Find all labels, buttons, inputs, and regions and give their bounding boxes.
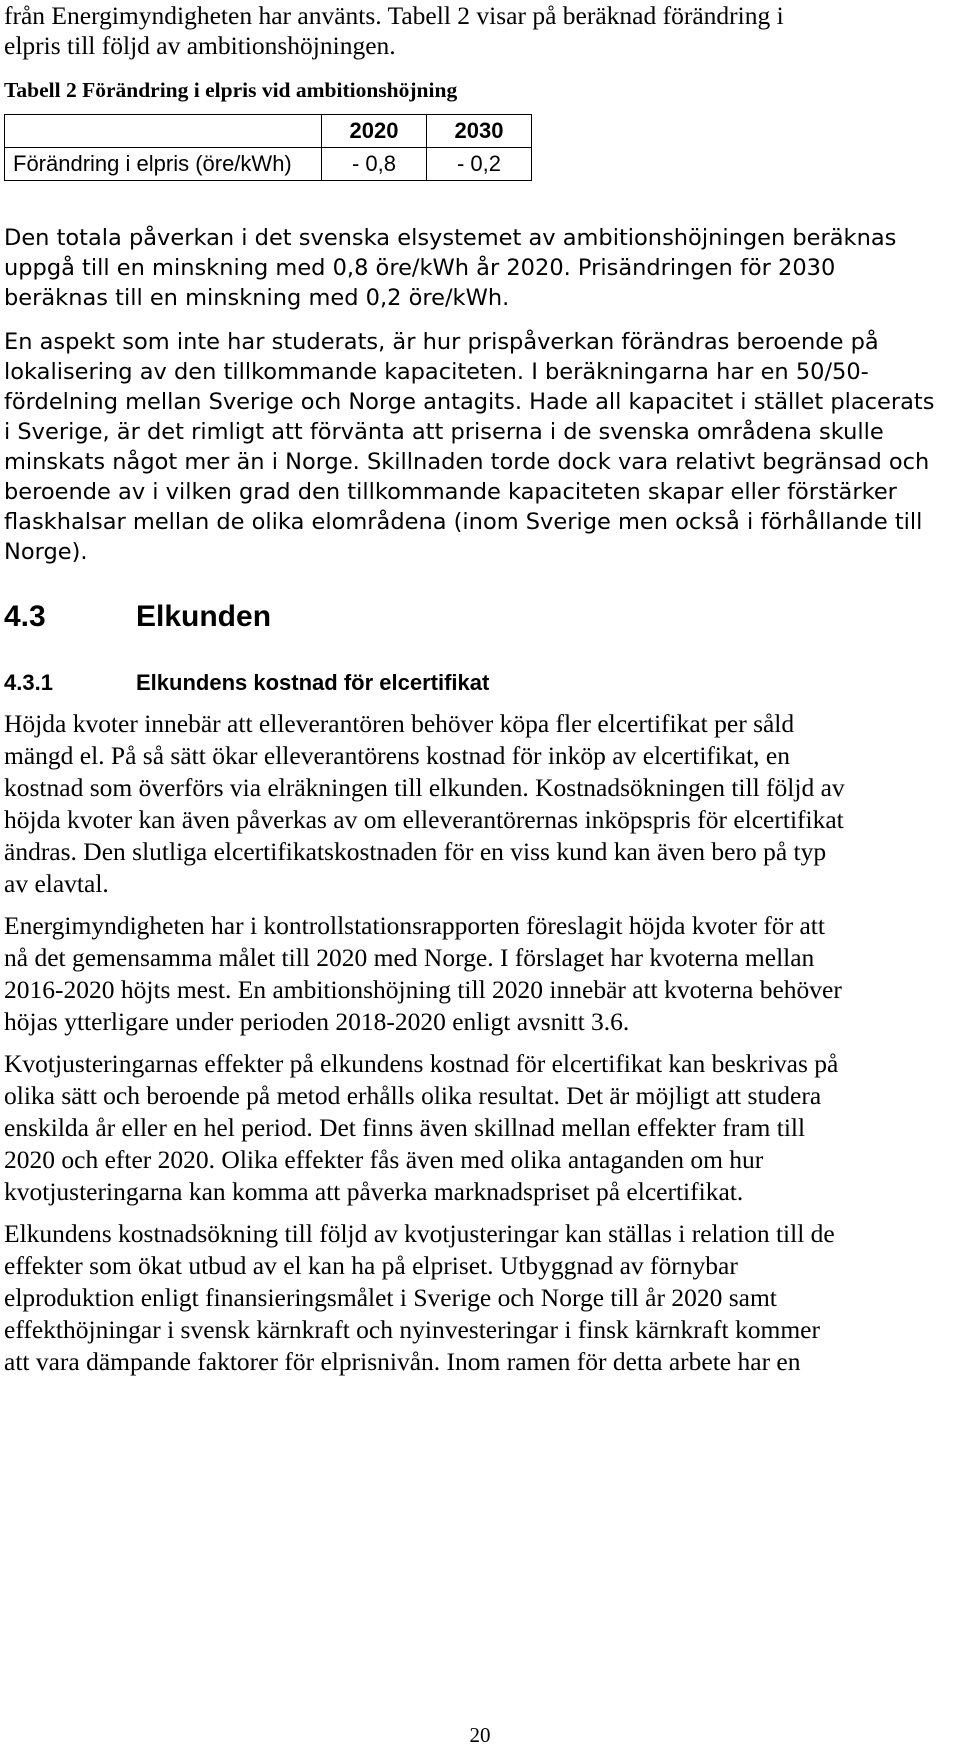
- paragraph-line: höjas ytterligare under perioden 2018-2020 enligt avsnitt 3.6.: [4, 1007, 630, 1036]
- subsection-title: Elkundens kostnad för elcertifikat: [136, 670, 490, 695]
- paragraph-line: enskilda år eller en hel period. Det finns även skillnad mellan effekter fram till: [4, 1113, 806, 1142]
- section-title: Elkunden: [136, 600, 272, 633]
- paragraph-line: minskats något mer än i Norge. Skillnaden torde dock vara relativt begränsad och: [4, 449, 930, 475]
- paragraph-line: Energimyndigheten har i kontrollstationsrapporten föreslagit höjda kvoter för att: [4, 911, 825, 940]
- paragraph-line: nå det gemensamma målet till 2020 med Norge. I förslaget har kvoterna mellan: [4, 943, 815, 972]
- table-header-cell: 2020: [322, 115, 427, 148]
- paragraph-line: flaskhalsar mellan de olika elområdena (inom Sverige men också i förhållande till: [4, 509, 923, 535]
- paragraph-line: Kvotjusteringarnas effekter på elkundens kostnad för elcertifikat kan beskrivas på: [4, 1049, 839, 1078]
- section-number: 4.3: [4, 600, 46, 633]
- subsection-heading: [4, 670, 489, 696]
- paragraph-line: fördelning mellan Sverige och Norge antagits. Hade all kapacitet i stället placerats: [4, 389, 935, 415]
- table-header-cell: 2030: [427, 115, 532, 148]
- paragraph-line: Elkundens kostnadsökning till följd av kvotjusteringar kan ställas i relation till de: [4, 1219, 835, 1248]
- paragraph-line: lokalisering av den tillkommande kapaciteten. I beräkningarna har en 50/50-: [4, 359, 869, 385]
- paragraph-line: i Sverige, är det rimligt att förvänta att priserna i de svenska områdena skulle: [4, 419, 884, 445]
- paragraph-line: att vara dämpande faktorer för elprisnivån. Inom ramen för detta arbete har en: [4, 1347, 801, 1376]
- paragraph-line: En aspekt som inte har studerats, är hur prispåverkan förändras beroende på: [4, 329, 879, 355]
- table-row: [5, 148, 532, 181]
- page-number: 20: [469, 1723, 491, 1747]
- paragraph-line: kvotjusteringarna kan komma att påverka marknadspriset på elcertifikat.: [4, 1177, 744, 1206]
- price-change-table: [4, 114, 532, 181]
- paragraph-line: beroende av i vilken grad den tillkommande kapaciteten skapar eller förstärker: [4, 479, 897, 505]
- table-caption: Tabell 2 Förändring i elpris vid ambitionshöjning: [4, 78, 458, 102]
- paragraph-line: effekter som ökat utbud av el kan ha på elpriset. Utbyggnad av förnybar: [4, 1251, 738, 1280]
- intro-line: från Energimyndigheten har använts. Tabell 2 visar på beräknad förändring i: [4, 1, 784, 30]
- table-header-row: [5, 115, 532, 148]
- paragraph-line: elproduktion enligt finansieringsmålet i Sverige och Norge till år 2020 samt: [4, 1283, 777, 1312]
- paragraph-line: 2020 och efter 2020. Olika effekter fås även med olika antaganden om hur: [4, 1145, 764, 1174]
- paragraph-line: Den totala påverkan i det svenska elsystemet av ambitionshöjningen beräknas: [4, 225, 897, 251]
- paragraph-line: effekthöjningar i svensk kärnkraft och nyinvesteringar i finsk kärnkraft kommer: [4, 1315, 820, 1344]
- paragraph-line: kostnad som överförs via elräkningen till elkunden. Kostnadsökningen till följd av: [4, 773, 845, 802]
- paragraph-line: Norge).: [4, 539, 88, 565]
- table-header-cell: [5, 115, 322, 148]
- paragraph-line: beräknas till en minskning med 0,2 öre/kWh.: [4, 285, 510, 311]
- paragraph-line: höjda kvoter kan även påverkas av om elleverantörernas inköpspris för elcertifikat: [4, 805, 844, 834]
- table-cell: Förändring i elpris (öre/kWh): [5, 148, 322, 181]
- paragraph-line: av elavtal.: [4, 869, 109, 898]
- table-cell: - 0,8: [322, 148, 427, 181]
- section-heading: [4, 600, 271, 634]
- paragraph-line: olika sätt och beroende på metod erhålls olika resultat. Det är möjligt att studera: [4, 1081, 822, 1110]
- paragraph-line: mängd el. På så sätt ökar elleverantörens kostnad för inköp av elcertifikat, en: [4, 741, 790, 770]
- paragraph-line: ändras. Den slutliga elcertifikatskostnaden för en viss kund kan även bero på typ: [4, 837, 827, 866]
- table-cell: - 0,2: [427, 148, 532, 181]
- subsection-number: 4.3.1: [4, 670, 53, 695]
- paragraph-line: Höjda kvoter innebär att elleverantören behöver köpa fler elcertifikat per såld: [4, 709, 795, 738]
- paragraph-line: 2016-2020 höjts mest. En ambitionshöjning till 2020 innebär att kvoterna behöver: [4, 975, 842, 1004]
- intro-line: elpris till följd av ambitionshöjningen.: [4, 31, 396, 60]
- paragraph-line: uppgå till en minskning med 0,8 öre/kWh år 2020. Prisändringen för 2030: [4, 255, 836, 281]
